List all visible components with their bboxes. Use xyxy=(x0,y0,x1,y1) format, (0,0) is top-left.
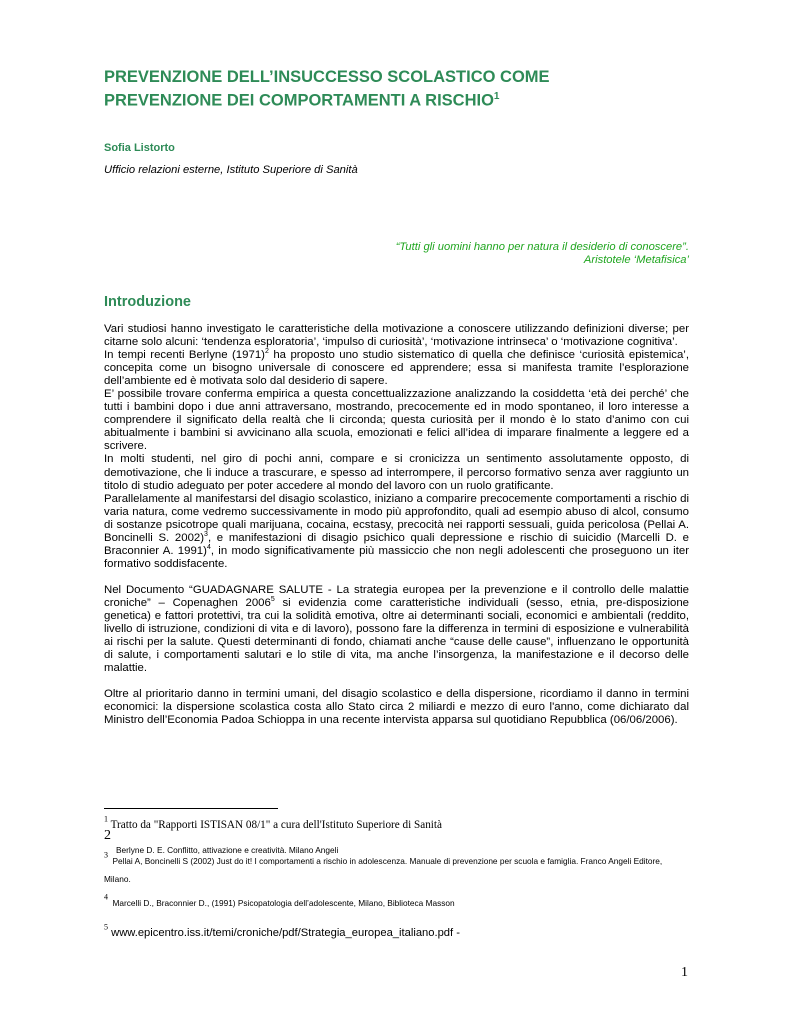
title-line-1: PREVENZIONE DELL’INSUCCESSO SCOLASTICO COME xyxy=(104,68,550,86)
title-line-2-text: PREVENZIONE DEI COMPORTAMENTI A RISCHIO xyxy=(104,91,494,110)
paragraph-5 xyxy=(104,493,689,571)
paragraph-2-text-b: ha proposto uno studio sistematico di quella che definisce ‘curiosità epistemica’, concepita come un bisogno universale di conoscere ed apprendere; essa si manifesta tramite l’esplorazione dell’ambiente ed è motivata solo dal desiderio di sapere. xyxy=(104,349,690,388)
paragraph-6 xyxy=(104,584,689,675)
paragraph-2 xyxy=(104,349,689,388)
document-title xyxy=(104,68,704,111)
footnote-4 xyxy=(104,893,689,911)
paragraph-4: In molti studenti, nel giro di pochi anni, compare e si cronicizza un sentimento assolutamente opposto, di demotivazione, che li induce a trascurare, e spesso ad interrompere, il percorso formativo senza aver raggiunto un titolo di studio adeguato per poter accedere al mondo del lavoro con un ruolo gratificante. xyxy=(104,453,689,492)
body-text xyxy=(104,323,689,727)
footnote-ref-4: 4 xyxy=(206,544,211,551)
paragraph-6-text-a: Nel Documento “GUADAGNARE SALUTE - La strategia europea per la prevenzione e il controllo delle malattie croniche” – Copenaghen 2006 xyxy=(104,583,689,609)
footnote-ref-5: 5 xyxy=(270,596,275,604)
section-heading-introduzione: Introduzione xyxy=(104,294,191,310)
footnote-ref-3: 3 xyxy=(204,530,208,538)
footnote-1-text: Tratto da "Rapporti ISTISAN 08/1" a cura dell'Istituto Superiore di Sanità xyxy=(108,819,442,831)
title-footnote-ref: 1 xyxy=(493,91,500,102)
quote-text: “Tutti gli uomini hanno per natura il desiderio di conoscere”. xyxy=(395,241,689,253)
paragraph-5-text-a: Parallelamente al manifestarsi del disagio scolastico, iniziano a comparire precocemente comportamenti a rischio di varia natura, come vedremo successivamente in modo più approfondito, quali ad esempio abuso di alcol, consumo di sostanze psicotrope quali marijuana, cocaina, ecstasy, precocità nei rapporti sessuali, guida pericolosa (Pellai A. Boncinelli S. 2002) xyxy=(104,492,689,544)
footnote-4-number: 4 xyxy=(104,892,108,902)
footnote-4-text: Marcelli D., Braconnier D., (1991) Psicopatologia dell’adolescente, Milano, Biblioteca Masson xyxy=(112,898,455,908)
quote-attribution: Aristotele ‘Metafisica’ xyxy=(583,254,689,266)
page-number: 1 xyxy=(681,965,688,980)
footnote-5-number: 5 xyxy=(104,922,108,932)
paragraph-6-text-b: si evidenzia come caratteristiche individuali (sesso, etnia, pre-disposizione genetica) e fattori protettivi, tra cui la solidità emotiva, oltre ai determinanti sociali, economici e ambientali (reddito, livello di istruzione, condizioni di vita e di lavoro), possono fare la differenza in termini di esposizione e vulnerabilità ai rischi per la salute. Questi determinanti di fondo, chiamati anche “cause delle cause”, influenzano le opportunità di salute, i comportamenti salutari e lo stile di vita, ma anche l’insorgenza, la manifestazione e il decorso delle malattie. xyxy=(104,596,689,675)
footnote-1-number: 1 xyxy=(104,814,108,824)
author-affiliation: Ufficio relazioni esterne, Istituto Superiore di Sanità xyxy=(104,164,358,176)
epigraph-quote xyxy=(300,241,689,267)
footnote-ref-2: 2 xyxy=(264,348,269,356)
paragraph-5-text-c: , in modo significativamente più massiccio che non negli adolescenti che proseguono un iter formativo soddisfacente. xyxy=(104,544,689,570)
title-line-2 xyxy=(104,87,704,111)
footnote-separator xyxy=(104,808,278,809)
paragraph-2-text-a: In tempi recenti Berlyne (1971) xyxy=(104,349,265,362)
footnote-2-text: Berlyne D. E. Conflitto, attivazione e creatività. Milano Angeli xyxy=(116,845,339,855)
footnote-5 xyxy=(104,923,689,941)
footnote-3-text: Pellai A, Boncinelli S (2002) Just do it! I comportamenti a rischio in adolescenza. Manuale di prevenzione per scuola e famiglia. Franco Angeli Editore, Milano. xyxy=(104,856,663,884)
footnote-3 xyxy=(104,851,689,887)
author-name: Sofia Listorto xyxy=(104,142,175,154)
footnote-5-link[interactable]: www.epicentro.iss.it/temi/croniche/pdf/Strategia_europea_italiano.pdf - xyxy=(108,927,460,939)
paragraph-7: Oltre al prioritario danno in termini umani, del disagio scolastico e della dispersione, ricordiamo il danno in termini economici: la dispersione scolastica costa allo Stato circa 2 miliardi e mezzo di euro l'anno, come dichiarato dal Ministro dell’Economia Padoa Schioppa in una recente intervista apparsa sul quotidiano Repubblica (06/06/2006). xyxy=(104,688,689,727)
paragraph-3: E’ possibile trovare conferma empirica a questa concettualizzazione analizzando la cosiddetta ‘età dei perché’ che tutti i bambini dopo i due anni attraversano, mostrando, precocemente ed in modo spontaneo, il loro interesse a comprendere il significato della realtà che li circonda; questa curiosità per il mondo è lo stato d’animo con cui abitualmente i bambini si avvicinano alla scuola, emozionati e felici all’idea di imparare finalmente a leggere ed a scrivere. xyxy=(104,388,689,453)
footnote-2-number: 2 xyxy=(104,828,111,843)
footnote-3-number: 3 xyxy=(104,850,108,860)
paragraph-5-text-b: , e manifestazioni di disagio psichico quali depressione e rischio di suicidio (Marcelli D. e Braconnier A. 1991) xyxy=(104,531,689,557)
paragraph-1: Vari studiosi hanno investigato le caratteristiche della motivazione a conoscere utilizzando definizioni diverse; per citarne solo alcuni: ‘tendenza esploratoria’, ‘impulso di curiosità’, ‘motivazione intrinseca’ o ‘motivazione cognitiva’. xyxy=(104,323,689,349)
